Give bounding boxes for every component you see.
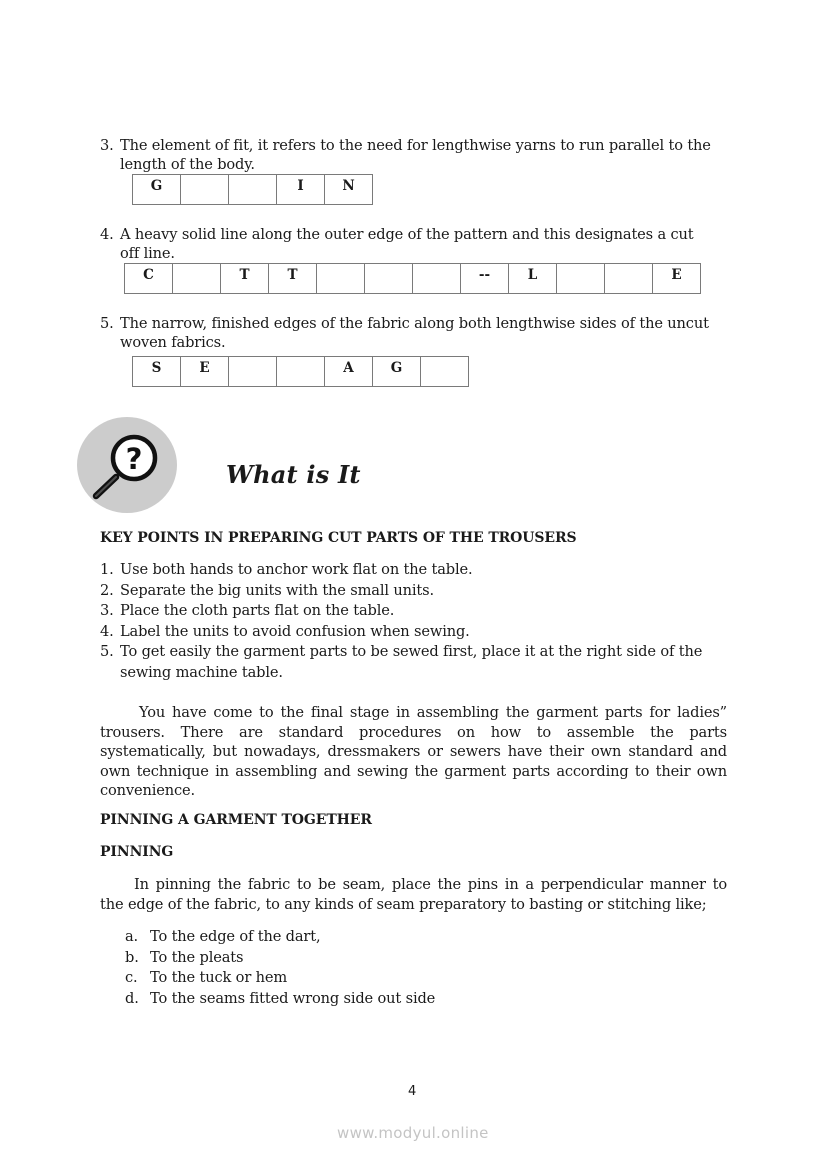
question-text-cont: length of the body.	[120, 156, 255, 173]
paragraph-line: systematically, but nowadays, dressmakers or sewers have their own standard and	[100, 743, 727, 760]
letter-cell[interactable]: C	[125, 264, 173, 294]
letter-cell[interactable]: G	[373, 357, 421, 387]
letter-cell[interactable]	[365, 264, 413, 294]
list-text: Use both hands to anchor work flat on the table.	[120, 561, 473, 578]
question-number: 3.	[100, 137, 114, 154]
list-text: To the edge of the dart,	[150, 928, 321, 945]
paragraph-line: trousers. There are standard procedures on how to assemble the parts	[100, 723, 727, 741]
list-text: To get easily the garment parts to be sewed first, place it at the right side of the	[120, 643, 703, 660]
question-text-cont: woven fabrics.	[120, 334, 226, 351]
question-text-cont: off line.	[120, 245, 175, 262]
letter-cell[interactable]: E	[653, 264, 701, 294]
answer-grid	[132, 356, 469, 387]
letter-cell[interactable]: I	[277, 175, 325, 205]
answer-grid-row	[133, 175, 373, 205]
question-text: A heavy solid line along the outer edge of the pattern and this designates a cut	[120, 226, 694, 243]
list-number: 3.	[100, 602, 114, 619]
answer-grid	[124, 263, 701, 294]
paragraph-line: You have come to the final stage in assembling the garment parts for ladies”	[139, 704, 727, 721]
letter-cell[interactable]: T	[269, 264, 317, 294]
paragraph-line: convenience.	[100, 782, 195, 799]
answer-grid-row	[125, 264, 701, 294]
letter-cell[interactable]	[557, 264, 605, 294]
question-text: The element of fit, it refers to the need for lengthwise yarns to run parallel to the	[120, 137, 711, 154]
list-number: 1.	[100, 561, 114, 578]
question-text: The narrow, finished edges of the fabric along both lengthwise sides of the uncut	[120, 315, 709, 332]
letter-cell[interactable]: T	[221, 264, 269, 294]
letter-cell[interactable]	[229, 175, 277, 205]
letter-cell[interactable]: N	[325, 175, 373, 205]
list-text: Label the units to avoid confusion when sewing.	[120, 622, 470, 640]
letter-cell[interactable]: G	[133, 175, 181, 205]
question-number: 4.	[100, 226, 114, 243]
letter-cell[interactable]: S	[133, 357, 181, 387]
letter-cell[interactable]: --	[461, 264, 509, 294]
list-number: 4.	[100, 622, 114, 640]
list-text: Place the cloth parts flat on the table.	[120, 602, 395, 619]
list-letter: b.	[125, 948, 139, 966]
intro-paragraph	[100, 703, 727, 801]
letter-cell[interactable]	[181, 175, 229, 205]
list-letter: c.	[125, 969, 138, 986]
list-text: To the seams fitted wrong side out side	[150, 989, 436, 1007]
question-number: 5.	[100, 315, 114, 332]
paragraph-line: the edge of the fabric, to any kinds of seam preparatory to basting or stitching like;	[100, 895, 707, 913]
magnifier-question-icon	[76, 416, 178, 514]
list-number: 2.	[100, 581, 114, 599]
svg-text:?: ?	[125, 442, 143, 476]
watermark: www.modyul.online	[337, 1124, 489, 1142]
list-text: To the tuck or hem	[150, 969, 288, 986]
pinning-paragraph	[100, 875, 727, 914]
answer-grid-row	[133, 357, 469, 387]
pinning-subheading: PINNING	[100, 844, 174, 860]
letter-cell[interactable]: L	[509, 264, 557, 294]
list-letter: d.	[125, 989, 139, 1007]
pinning-garment-heading: PINNING A GARMENT TOGETHER	[100, 812, 372, 828]
paragraph-line: own technique in assembling and sewing the garment parts according to their own	[100, 762, 727, 780]
letter-cell[interactable]: E	[181, 357, 229, 387]
letter-cell[interactable]	[413, 264, 461, 294]
letter-cell[interactable]: A	[325, 357, 373, 387]
letter-cell[interactable]	[605, 264, 653, 294]
list-text: To the pleats	[150, 948, 244, 966]
letter-cell[interactable]	[173, 264, 221, 294]
letter-cell[interactable]	[277, 357, 325, 387]
letter-cell[interactable]	[317, 264, 365, 294]
letter-cell[interactable]	[421, 357, 469, 387]
list-text-cont: sewing machine table.	[120, 663, 283, 681]
paragraph-line: In pinning the fabric to be seam, place the pins in a perpendicular manner to	[134, 876, 727, 893]
list-letter: a.	[125, 928, 139, 945]
key-points-heading: KEY POINTS IN PREPARING CUT PARTS OF THE TROUSERS	[100, 530, 577, 546]
list-number: 5.	[100, 643, 114, 660]
page-number: 4	[408, 1084, 417, 1099]
section-title: What is It	[226, 460, 361, 489]
list-text: Separate the big units with the small units.	[120, 581, 434, 599]
letter-cell[interactable]	[229, 357, 277, 387]
answer-grid	[132, 174, 373, 205]
